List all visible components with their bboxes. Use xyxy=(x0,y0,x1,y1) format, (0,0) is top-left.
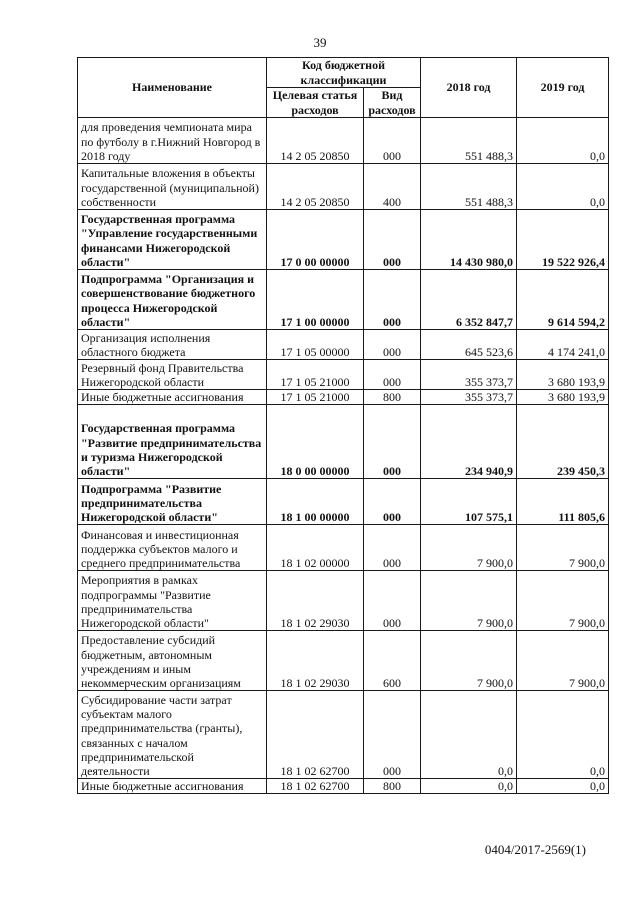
row-amount-2018: 551 488,3 xyxy=(421,118,517,164)
table-row xyxy=(78,330,609,360)
table-row xyxy=(78,631,609,691)
row-amount-2018: 355 373,7 xyxy=(421,390,517,405)
row-amount-2019: 7 900,0 xyxy=(517,525,609,571)
row-expense-kind: 400 xyxy=(364,164,421,210)
row-name: Субсидирование части затрат субъектам малого предпринимательства (гранты), связанных с началом предпринимательской деятельности xyxy=(78,691,267,779)
row-name: Резервный фонд Правительства Нижегородской области xyxy=(78,360,267,390)
row-expense-kind: 000 xyxy=(364,691,421,779)
row-amount-2019: 4 174 241,0 xyxy=(517,330,609,360)
table-row xyxy=(78,405,609,479)
table-row xyxy=(78,779,609,794)
row-amount-2018: 551 488,3 xyxy=(421,164,517,210)
row-name: Подпрограмма "Организация и совершенствование бюджетного процесса Нижегородской области" xyxy=(78,270,267,330)
row-amount-2019: 0,0 xyxy=(517,691,609,779)
table-row xyxy=(78,390,609,405)
document-code: 0404/2017-2569(1) xyxy=(484,842,586,857)
budget-table xyxy=(77,57,609,794)
row-target-code: 17 0 00 00000 xyxy=(267,210,364,270)
row-amount-2019: 7 900,0 xyxy=(517,571,609,631)
row-amount-2019: 19 522 926,4 xyxy=(517,210,609,270)
header-expense-kind: Вид расходов xyxy=(364,88,421,118)
row-amount-2018: 355 373,7 xyxy=(421,360,517,390)
row-target-code: 18 1 02 00000 xyxy=(267,525,364,571)
table-row xyxy=(78,270,609,330)
row-target-code: 18 1 02 29030 xyxy=(267,631,364,691)
row-name: Иные бюджетные ассигнования xyxy=(78,779,267,794)
page-number: 39 xyxy=(313,35,327,50)
row-name: Предоставление субсидий бюджетным, автономным учреждениям и иным некоммерческим организациям xyxy=(78,631,267,691)
row-amount-2019: 0,0 xyxy=(517,779,609,794)
row-expense-kind: 000 xyxy=(364,479,421,525)
row-expense-kind: 000 xyxy=(364,525,421,571)
row-expense-kind: 000 xyxy=(364,210,421,270)
row-name: Мероприятия в рамках подпрограммы "Развитие предпринимательства Нижегородской области" xyxy=(78,571,267,631)
header-target-item: Целевая статья расходов xyxy=(267,88,364,118)
row-name: Иные бюджетные ассигнования xyxy=(78,390,267,405)
row-expense-kind: 800 xyxy=(364,779,421,794)
table-row xyxy=(78,118,609,164)
header-name: Наименование xyxy=(78,58,267,118)
table-row xyxy=(78,210,609,270)
row-name: Финансовая и инвестиционная поддержка субъектов малого и среднего предпринимательства xyxy=(78,525,267,571)
row-expense-kind: 000 xyxy=(364,330,421,360)
row-expense-kind: 000 xyxy=(364,360,421,390)
row-target-code: 18 0 00 00000 xyxy=(267,405,364,479)
table-row xyxy=(78,691,609,779)
row-amount-2018: 0,0 xyxy=(421,779,517,794)
row-amount-2018: 7 900,0 xyxy=(421,525,517,571)
row-amount-2018: 645 523,6 xyxy=(421,330,517,360)
row-amount-2019: 3 680 193,9 xyxy=(517,360,609,390)
row-target-code: 18 1 02 62700 xyxy=(267,779,364,794)
table-row xyxy=(78,360,609,390)
row-target-code: 17 1 05 21000 xyxy=(267,390,364,405)
row-target-code: 18 1 00 00000 xyxy=(267,479,364,525)
row-name: Государственная программа "Развитие предпринимательства и туризма Нижегородской области" xyxy=(78,405,267,479)
row-expense-kind: 000 xyxy=(364,118,421,164)
row-name: для проведения чемпионата мира по футболу в г.Нижний Новгород в 2018 году xyxy=(78,118,267,164)
row-amount-2019: 111 805,6 xyxy=(517,479,609,525)
row-target-code: 17 1 05 21000 xyxy=(267,360,364,390)
table-row xyxy=(78,571,609,631)
row-name: Подпрограмма "Развитие предпринимательства Нижегородской области" xyxy=(78,479,267,525)
row-expense-kind: 000 xyxy=(364,571,421,631)
row-target-code: 14 2 05 20850 xyxy=(267,164,364,210)
table-body xyxy=(78,118,609,794)
table-row xyxy=(78,164,609,210)
header-classification: Код бюджетной классификации xyxy=(267,58,421,88)
row-amount-2018: 0,0 xyxy=(421,691,517,779)
row-name: Организация исполнения областного бюджета xyxy=(78,330,267,360)
row-amount-2019: 0,0 xyxy=(517,164,609,210)
header-year-2019: 2019 год xyxy=(517,58,609,118)
row-target-code: 18 1 02 29030 xyxy=(267,571,364,631)
header-year-2018: 2018 год xyxy=(421,58,517,118)
row-expense-kind: 000 xyxy=(364,270,421,330)
row-expense-kind: 800 xyxy=(364,390,421,405)
row-target-code: 18 1 02 62700 xyxy=(267,691,364,779)
row-name: Капитальные вложения в объекты государственной (муниципальной) собственности xyxy=(78,164,267,210)
row-amount-2018: 7 900,0 xyxy=(421,631,517,691)
row-amount-2018: 14 430 980,0 xyxy=(421,210,517,270)
row-target-code: 17 1 05 00000 xyxy=(267,330,364,360)
row-amount-2019: 9 614 594,2 xyxy=(517,270,609,330)
row-amount-2019: 0,0 xyxy=(517,118,609,164)
row-target-code: 17 1 00 00000 xyxy=(267,270,364,330)
row-expense-kind: 000 xyxy=(364,405,421,479)
row-expense-kind: 600 xyxy=(364,631,421,691)
table-row xyxy=(78,525,609,571)
row-amount-2018: 234 940,9 xyxy=(421,405,517,479)
row-amount-2019: 3 680 193,9 xyxy=(517,390,609,405)
row-target-code: 14 2 05 20850 xyxy=(267,118,364,164)
row-amount-2018: 6 352 847,7 xyxy=(421,270,517,330)
row-amount-2018: 107 575,1 xyxy=(421,479,517,525)
table-row xyxy=(78,479,609,525)
row-amount-2018: 7 900,0 xyxy=(421,571,517,631)
row-name: Государственная программа "Управление государственными финансами Нижегородской области" xyxy=(78,210,267,270)
row-amount-2019: 7 900,0 xyxy=(517,631,609,691)
row-amount-2019: 239 450,3 xyxy=(517,405,609,479)
